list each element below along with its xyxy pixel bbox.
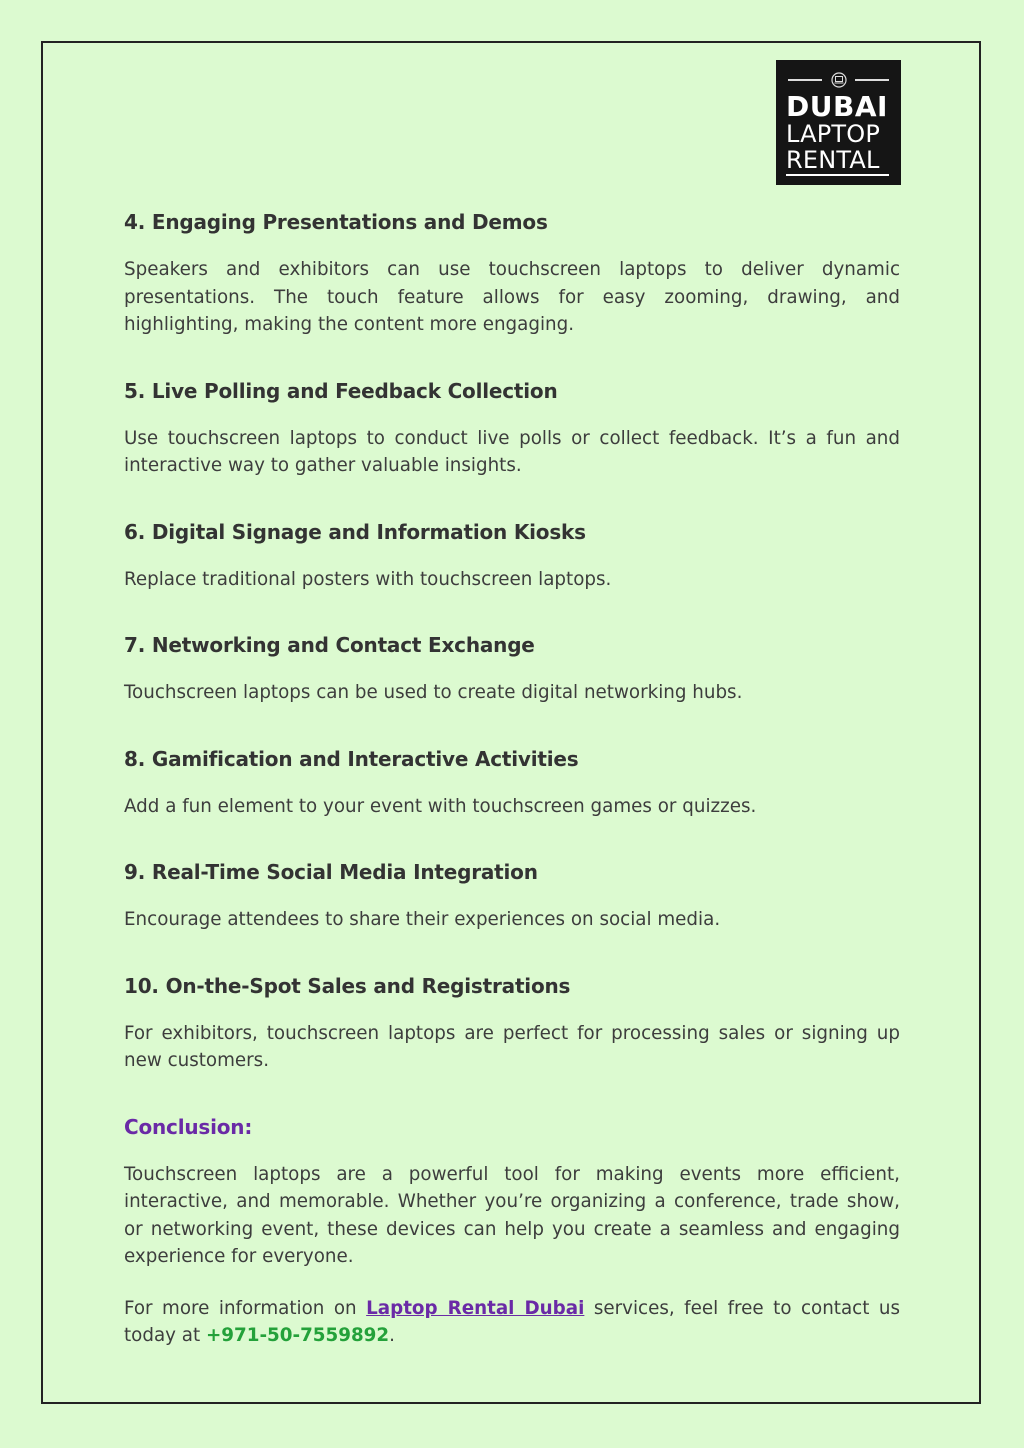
dubai-laptop-rental-logo <box>776 60 901 185</box>
laptop-rental-dubai-link[interactable]: Laptop Rental Dubai <box>366 1297 585 1319</box>
logo-line-3: RENTAL <box>786 146 880 174</box>
section-body-5: Use touchscreen laptops to conduct live polls or collect feedback. It’s a fun and interactive way to gather valuable insights. <box>124 427 900 476</box>
conclusion-body: Touchscreen laptops are a powerful tool for making events more efficient, interactive, and memorable. Whether you’re organizing a conference, trade show, or networking event, these devices can help you create a seamless and engaging experience for everyone. <box>124 1163 900 1267</box>
section-body-8: Add a fun element to your event with touchscreen games or quizzes. <box>124 795 757 817</box>
document-body <box>124 210 900 1350</box>
contact-prefix: For more information on <box>124 1297 367 1319</box>
section-body-9: Encourage attendees to share their experiences on social media. <box>124 909 721 930</box>
conclusion-heading: Conclusion: <box>124 1114 253 1139</box>
logo-decoration <box>788 74 889 86</box>
logo-line-1: DUBAI <box>786 90 888 123</box>
contact-middle: services, feel free to contact us today at <box>124 1297 900 1346</box>
section-heading-10: 10. On-the-Spot Sales and Registrations <box>124 973 571 998</box>
section-heading-6: 6. Digital Signage and Information Kiosks <box>124 519 586 544</box>
section-heading-7: 7. Networking and Contact Exchange <box>124 633 535 657</box>
section-heading-4: 4. Engaging Presentations and Demos <box>124 210 548 234</box>
contact-suffix: . <box>389 1325 395 1346</box>
contact-paragraph <box>124 1295 900 1350</box>
logo-line-2: LAPTOP <box>786 120 881 148</box>
section-heading-5: 5. Live Polling and Feedback Collection <box>124 378 558 403</box>
section-body-7: Touchscreen laptops can be used to create digital networking hubs. <box>124 682 743 703</box>
logo-underline <box>786 174 889 176</box>
laptop-icon <box>831 72 847 88</box>
phone-number: +971-50-7559892 <box>205 1325 390 1346</box>
section-heading-9: 9. Real-Time Social Media Integration <box>124 860 538 884</box>
section-heading-8: 8. Gamification and Interactive Activities <box>124 746 579 771</box>
section-body-10: For exhibitors, touchscreen laptops are perfect for processing sales or signing up new customers. <box>124 1022 900 1071</box>
section-body-6: Replace traditional posters with touchscreen laptops. <box>124 568 612 590</box>
section-body-4: Speakers and exhibitors can use touchscreen laptops to deliver dynamic presentations. The touch feature allows for easy zooming, drawing, and highlighting, making the content more engaging. <box>124 259 900 335</box>
